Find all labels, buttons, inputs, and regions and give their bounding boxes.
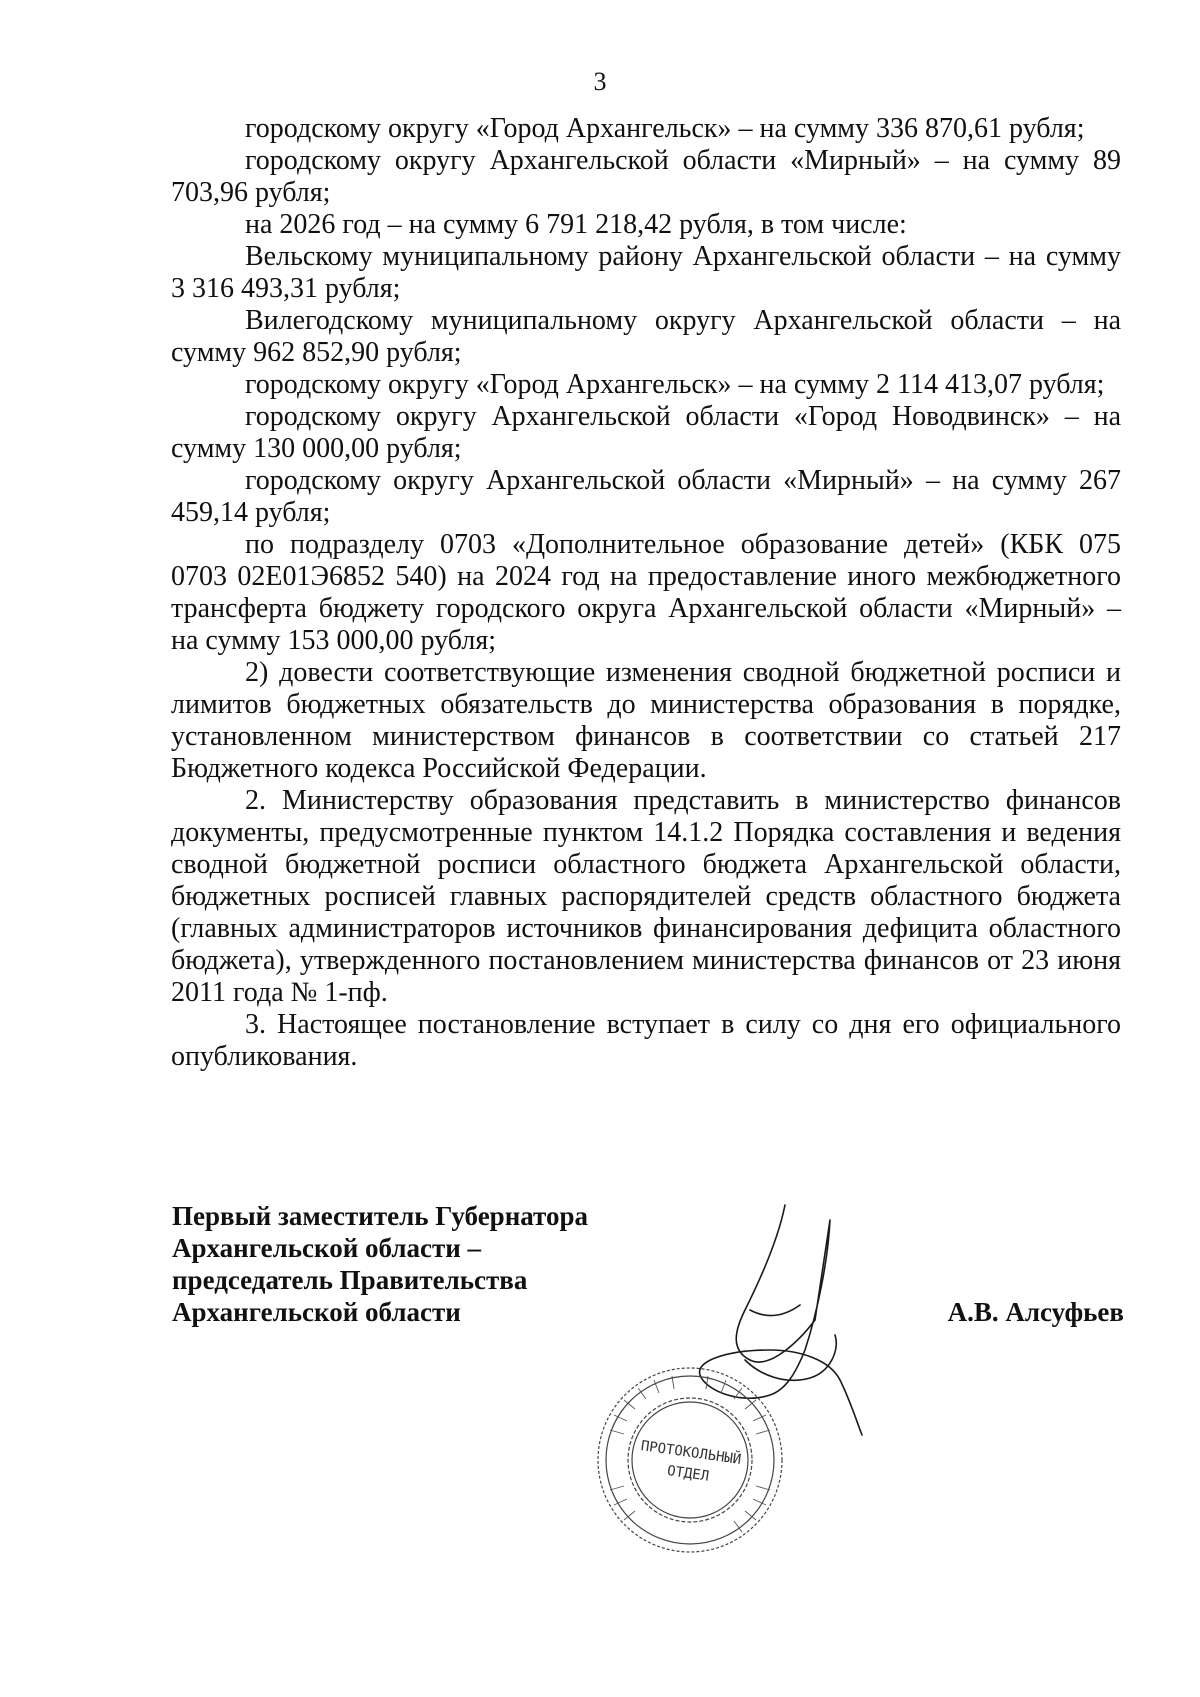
signatory-title-line: Архангельской области (172, 1297, 461, 1327)
document-body (171, 113, 1121, 1073)
paragraph-novodvinsk-2026: городскому округу Архангельской области «Город Новодвинск» – на сумму 130 000,00 рубля; (171, 401, 1121, 464)
official-seal (590, 1360, 790, 1560)
signatory-title-line: председатель Правительства (172, 1265, 528, 1295)
paragraph-item-2-sub: 2) довести соответствующие изменения сводной бюджетной росписи и лимитов бюджетных обязательств до министерства образования в порядке, установленном министерством финансов в соответствии со статьей 217 Бюджетного кодекса Российской Федерации. (171, 657, 1121, 784)
signatory-title-line: Первый заместитель Губернатора (172, 1201, 588, 1231)
paragraph-mirny-2026: городскому округу Архангельской области «Мирный» – на сумму 267 459,14 рубля; (171, 465, 1121, 528)
signatory-name: А.В. Алсуфьев (947, 1297, 1124, 1327)
seal-text-line2: ОТДЕЛ (666, 1463, 711, 1485)
paragraph-item-3: 3. Настоящее постановление вступает в силу со дня его официального опубликования. (171, 1009, 1121, 1072)
paragraph-velsk-2026: Вельскому муниципальному району Архангельской области – на сумму 3 316 493,31 рубля; (171, 241, 1121, 304)
paragraph-2026-total: на 2026 год – на сумму 6 791 218,42 рубля, в том числе: (245, 209, 907, 240)
page-number: 3 (593, 67, 607, 96)
signatory-title-line: Архангельской области – (172, 1233, 482, 1263)
signatory-title (172, 1200, 588, 1328)
paragraph-subsection-0703: по подразделу 0703 «Дополнительное образование детей» (КБК 075 0703 02Е01Э6852 540) на 2024 год на предоставление иного межбюджетного трансферта бюджету городского округа Архангельской области «Мирный» – на сумму 153 000,00 рубля; (171, 529, 1121, 656)
paragraph-mirny-2025: городскому округу Архангельской области «Мирный» – на сумму 89 703,96 рубля; (171, 145, 1121, 208)
paragraph-arkhangelsk-2025: городскому округу «Город Архангельск» – на сумму 336 870,61 рубля; (245, 113, 1085, 144)
seal-text-line1: ПРОТОКОЛЬНЫЙ (639, 1438, 743, 1469)
paragraph-arkhangelsk-2026: городскому округу «Город Архангельск» – на сумму 2 114 413,07 рубля; (245, 369, 1105, 400)
paragraph-vilegodsk-2026: Вилегодскому муниципальному округу Архангельской области – на сумму 962 852,90 рубля; (171, 305, 1121, 368)
paragraph-item-2: 2. Министерству образования представить в министерство финансов документы, предусмотренные пунктом 14.1.2 Порядка составления и ведения сводной бюджетной росписи областного бюджета Архангельской области, бюджетных росписей главных распорядителей средств областного бюджета (главных администраторов источников финансирования дефицита областного бюджета), утвержденного постановлением министерства финансов от 23 июня 2011 года № 1-пф. (171, 785, 1121, 1008)
